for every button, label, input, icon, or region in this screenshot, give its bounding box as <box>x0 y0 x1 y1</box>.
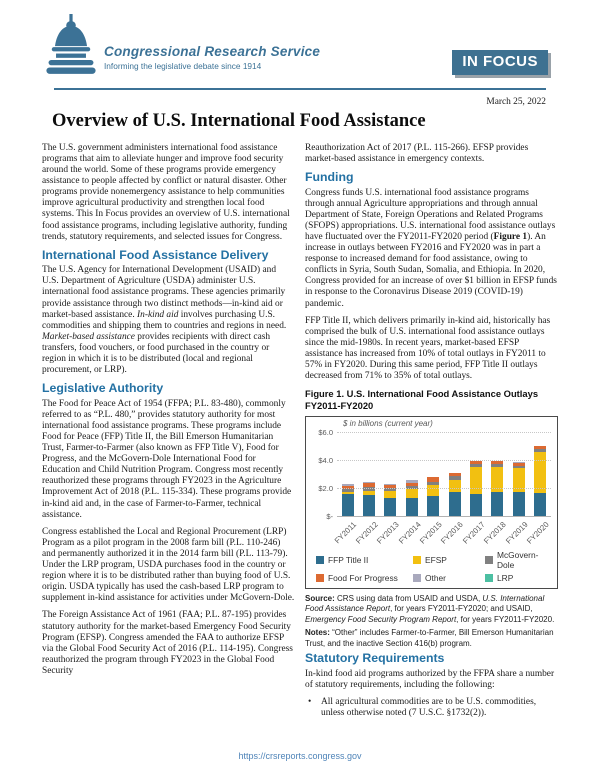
bar-segment-ffp-title-ii <box>470 494 482 517</box>
stacked-bar-FY2018 <box>491 461 503 516</box>
two-column-layout <box>42 143 558 719</box>
x-axis-tick-label: FY2017 <box>460 519 487 546</box>
bullet-item: • All agricultural commodities are to be U.S. commodities, unless otherwise noted (7 U.S.C. §1732(2)). <box>308 697 537 719</box>
section-heading: International Food Assistance Delivery <box>42 247 269 262</box>
chart-bars <box>337 423 551 517</box>
bar-segment-efsp <box>406 489 418 499</box>
y-axis-tick-label: $6.0 <box>318 427 333 437</box>
legend-swatch-icon <box>316 574 324 582</box>
legend-label: Food For Progress <box>328 572 398 583</box>
legend-swatch-icon <box>485 574 493 582</box>
gridline <box>337 488 551 489</box>
page-title: Overview of U.S. International Food Assistance <box>52 111 426 132</box>
document-date: March 25, 2022 <box>486 97 546 107</box>
chart-x-axis-labels <box>332 517 551 547</box>
capitol-dome-icon <box>46 14 96 76</box>
stacked-bar-FY2017 <box>470 461 482 517</box>
brand-block <box>104 44 320 72</box>
right-column-top <box>305 143 558 382</box>
bar-segment-ffp-title-ii <box>384 498 396 517</box>
legend-item-efsp <box>413 550 485 570</box>
y-axis-tick-label: $4.0 <box>318 455 333 465</box>
section-heading: Funding <box>305 170 354 185</box>
x-axis-tick-label: FY2011 <box>332 519 359 545</box>
paragraph: The Foreign Assistance Act of 1961 (FAA; P.L. 87-195) provides statutory authority for the market-based Emergency Food Security Program (EFSP). Congress amended the FAA to authorize EFSP via the Global Food Security Act of 2016 (P.L. 114-195). Congress reauthorized the program through FY2023 in the Global Food Security <box>42 610 293 676</box>
legend-swatch-icon <box>413 556 421 564</box>
stacked-bar-FY2020 <box>534 446 546 517</box>
x-axis-tick-label: FY2014 <box>396 519 423 546</box>
brand-name: Congressional Research Service <box>104 44 321 59</box>
header-rule <box>54 88 546 90</box>
left-column <box>42 143 295 719</box>
x-axis-tick-label: FY2012 <box>353 519 380 546</box>
legend-item-mcgovern-dole <box>485 550 551 570</box>
legend-item-other <box>413 573 485 583</box>
legend-swatch-icon <box>316 556 324 564</box>
paragraph: The Food for Peace Act of 1954 (FFPA; P.L. 83-480), commonly referred to as “P.L. 480,” provides statutory authority for most international food assistance programs. These programs include Food for Peace (FFP) Title II, the Bill Emerson Humanitarian Trust, Farmer-to-Farmer (also known as FFP Title V), Food for Progress, and the McGovern-Dole International Food for Education and Child Nutrition Program. Congress most recently reauthorized these programs through FY2023 in the Agriculture Improvement Act of 2018 (P.L. 115-334). These programs provide in-kind aid and, in the case of Farmer-to-Farmer, technical assistance. <box>42 398 292 520</box>
paragraph: Congress funds U.S. international food assistance programs through annual Agriculture appropriations and through annual Department of State, Foreign Operations and Related Programs (SFOPS) appropriations. U.S. international food assistance outlays have fluctuated over the FY2011-FY2020 period (Figure 1). An increase in outlays between FY2016 and FY2020 was in part a response to increased demand for food assistance, owing to conflicts in Syria, South Sudan, Somalia, and Ethiopia. In 2020, Congress provided for an increase of over $1 billion in EFSP funds in response to the Coronavirus Disease 2019 (COVID-19) pandemic. <box>305 187 557 309</box>
bar-segment-ffp-title-ii <box>427 496 439 516</box>
legend-label: FFP Title II <box>328 554 369 565</box>
legend-item-ffp-title-ii <box>316 550 413 570</box>
chart-units-annotation: $ in billions (current year) <box>343 418 433 428</box>
x-axis-tick-label: FY2015 <box>417 519 444 546</box>
section-heading: Legislative Authority <box>42 381 164 396</box>
paragraph: In-kind food aid programs authorized by the FFPA share a number of statutory requirements, including the following: <box>305 668 555 690</box>
bar-segment-ffp-title-ii <box>534 493 546 517</box>
y-axis-tick-label: $- <box>326 511 333 521</box>
paragraph: FFP Title II, which delivers primarily in-kind aid, historically has comprised the bulk of U.S. international food assistance outlays since the mid-1980s. In recent years, market-based EFSP assistance has increased from 10% of total outlays in FY2011 to 57% in FY2020. During this same period, FFP Title II outlays decreased from 71% to 35% of total outlays. <box>305 315 551 382</box>
bar-segment-ffp-title-ii <box>449 492 461 517</box>
document-header <box>42 12 558 86</box>
legend-label: LRP <box>497 572 514 583</box>
legend-item-lrp <box>485 573 551 583</box>
stacked-bar-FY2014 <box>406 480 418 517</box>
legend-label: Other <box>425 572 446 583</box>
chart-plot-area <box>318 418 551 521</box>
footer-link[interactable]: https://crsreports.congress.gov <box>238 751 362 761</box>
gridline <box>337 460 551 461</box>
x-axis-tick-label: FY2020 <box>524 519 551 546</box>
x-axis-tick-label: FY2018 <box>482 519 508 546</box>
legend-swatch-icon <box>485 556 493 564</box>
right-column <box>305 143 558 719</box>
in-focus-badge: IN FOCUS <box>452 50 548 75</box>
legend-item-food-for-progress <box>316 573 413 583</box>
figure-note: Notes: “Other” includes Farmer-to-Farmer, Bill Emerson Humanitarian Trust, and the inactive Section 416(b) program. <box>305 628 554 648</box>
brand-tagline: Informing the legislative debate since 1914 <box>104 60 262 71</box>
right-column-bottom <box>305 594 558 720</box>
stacked-bar-FY2016 <box>449 473 461 517</box>
bar-segment-ffp-title-ii <box>406 498 418 516</box>
figure-note: Source: CRS using data from USAID and USDA, U.S. International Food Assistance Report, for years FY2011-FY2020; and USAID, Emergency Food Security Program Report, for years FY2011-FY2020. <box>305 593 555 624</box>
section-heading: Statutory Requirements <box>305 651 445 666</box>
bar-segment-efsp <box>470 467 482 494</box>
bar-segment-efsp <box>449 480 461 493</box>
stacked-bar-FY2011 <box>342 484 354 516</box>
bar-segment-ffp-title-ii <box>491 492 503 517</box>
figure-1-chart <box>305 416 558 589</box>
bar-segment-ffp-title-ii <box>513 492 525 517</box>
paragraph: The U.S. government administers international food assistance programs that aim to alleviate hunger and improve food security around the world. Some of these programs provide emergency assistance to people affected by conflict or natural disaster. Other programs provide nonemergency assistance to help communities improve agricultural productivity and strengthen local food systems. This In Focus provides an overview of U.S. international food assistance programs, including legislative authority, funding trends, statutory requirements, and selected issues for Congress. <box>42 142 290 242</box>
figure-caption: Figure 1. U.S. International Food Assistance Outlays FY2011-FY2020 <box>305 388 539 412</box>
bullet-marker: • <box>308 697 312 708</box>
y-axis-tick-label: $2.0 <box>318 483 333 493</box>
stacked-bar-FY2015 <box>427 477 439 517</box>
bar-segment-ffp-title-ii <box>342 494 354 516</box>
x-axis-tick-label: FY2019 <box>503 519 530 546</box>
paragraph: Reauthorization Act of 2017 (P.L. 115-266). EFSP provides market-based assistance in emergency contexts. <box>305 142 529 165</box>
legend-swatch-icon <box>413 574 421 582</box>
gridline <box>337 432 551 433</box>
legend-label: EFSP <box>425 554 447 565</box>
stacked-bar-FY2013 <box>384 484 396 516</box>
chart-legend <box>316 550 551 583</box>
x-axis-tick-label: FY2013 <box>375 519 401 546</box>
paragraph: The U.S. Agency for International Development (USAID) and U.S. Department of Agriculture (USDA) administer U.S. international food assistance programs. These agencies primarily provide assistance through two distinct methods—in-kind aid or market-based assistance. In-kind aid involves purchasing U.S. commodities and shipping them to countries and regions in need. Market-based assistance provides recipients with direct cash transfers, food vouchers, or food purchased in the country or region in which it is to be distributed (local and regional procurement, or LRP). <box>42 265 287 376</box>
legend-label: McGovern-Dole <box>497 549 539 570</box>
bar-segment-ffp-title-ii <box>363 495 375 517</box>
paragraph: Congress established the Local and Regional Procurement (LRP) Program as a pilot program in the 2008 farm bill (P.L. 110-246) and permanently authorized it in the 2014 farm bill (P.L. 113-79). Under the LRP program, USDA purchases food in the country or region where it is to be distributed rather than buying food of U.S. origin. USDA typically has used the cash-based LRP program to supplement in-kind assistance for activities under McGovern-Dole. <box>42 526 295 604</box>
x-axis-tick-label: FY2016 <box>439 519 466 546</box>
stacked-bar-FY2019 <box>513 462 525 517</box>
